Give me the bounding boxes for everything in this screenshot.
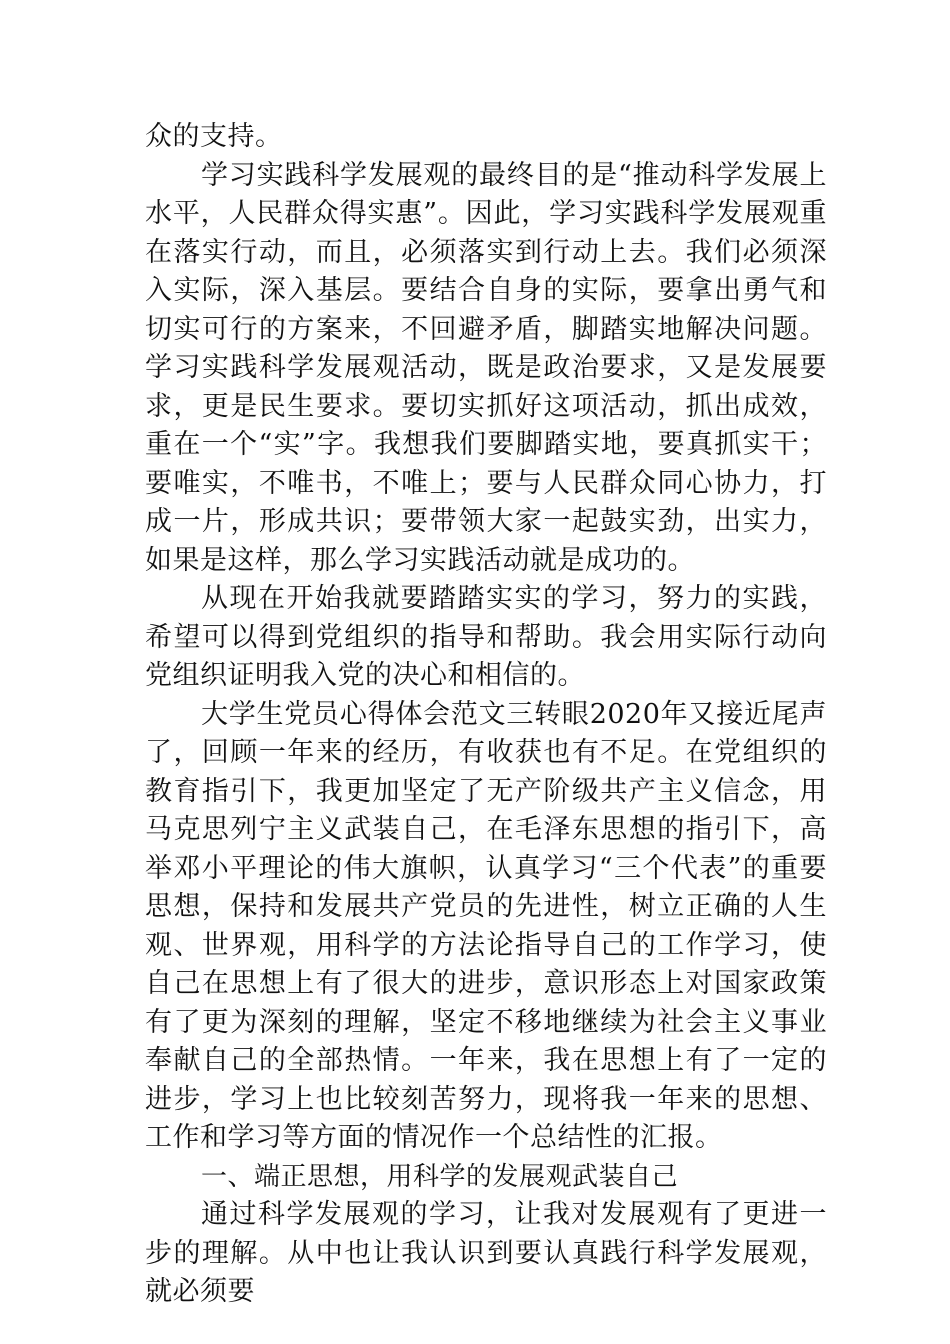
paragraph-practice-goal: 学习实践科学发展观的最终目的是“推动科学发展上水平，人民群众得实惠”。因此，学习实践科学发展观重在落实行动，而且，必须落实到行动上去。我们必须深入实际，深入基层。要结合自身的实际，要拿出勇气和切实可行的方案来，不回避矛盾，脚踏实地解决问题。学习实践科学发展观活动，既是政治要求，又是发展要求，更是民生要求。要切实抓好这项活动，抓出成效，重在一个“实”字。我想我们要脚踏实地，要真抓实干；要唯实，不唯书，不唯上；要与人民群众同心协力，打成一片，形成共识；要带领大家一起鼓实劲，出实力，如果是这样，那么学习实践活动就是成功的。 — [145, 159, 827, 576]
section-heading: 一、端正思想，用科学的发展观武装自己 — [201, 1161, 679, 1192]
paragraph-commitment: 从现在开始我就要踏踏实实的学习，努力的实践，希望可以得到党组织的指导和帮助。我会用实际行动向党组织证明我入党的决心和相信的。 — [145, 583, 827, 691]
paragraph-essay-three: 大学生党员心得体会范文三转眼2020年又接近尾声了，回顾一年来的经历，有收获也有不足。在党组织的教育指引下，我更加坚定了无产阶级共产主义信念，用马克思列宁主义武装自己，在毛泽东思想的指引下，高举邓小平理论的伟大旗帜，认真学习“三个代表”的重要思想，保持和发展共产党员的先进性，树立正确的人生观、世界观，用科学的方法论指导自己的工作学习，使自己在思想上有了很大的进步，意识形态上对国家政策有了更为深刻的理解，坚定不移地继续为社会主义事业奉献自己的全部热情。一年来，我在思想上有了一定的进步，学习上也比较刻苦努力，现将我一年来的思想、工作和学习等方面的情况作一个总结性的汇报。 — [145, 698, 827, 1153]
document-page — [145, 118, 827, 1312]
paragraph-final: 通过科学发展观的学习，让我对发展观有了更进一步的理解。从中也让我认识到要认真践行科学发展观，就必须要 — [145, 1199, 827, 1307]
paragraph-continuation: 众的支持。 — [145, 121, 283, 152]
